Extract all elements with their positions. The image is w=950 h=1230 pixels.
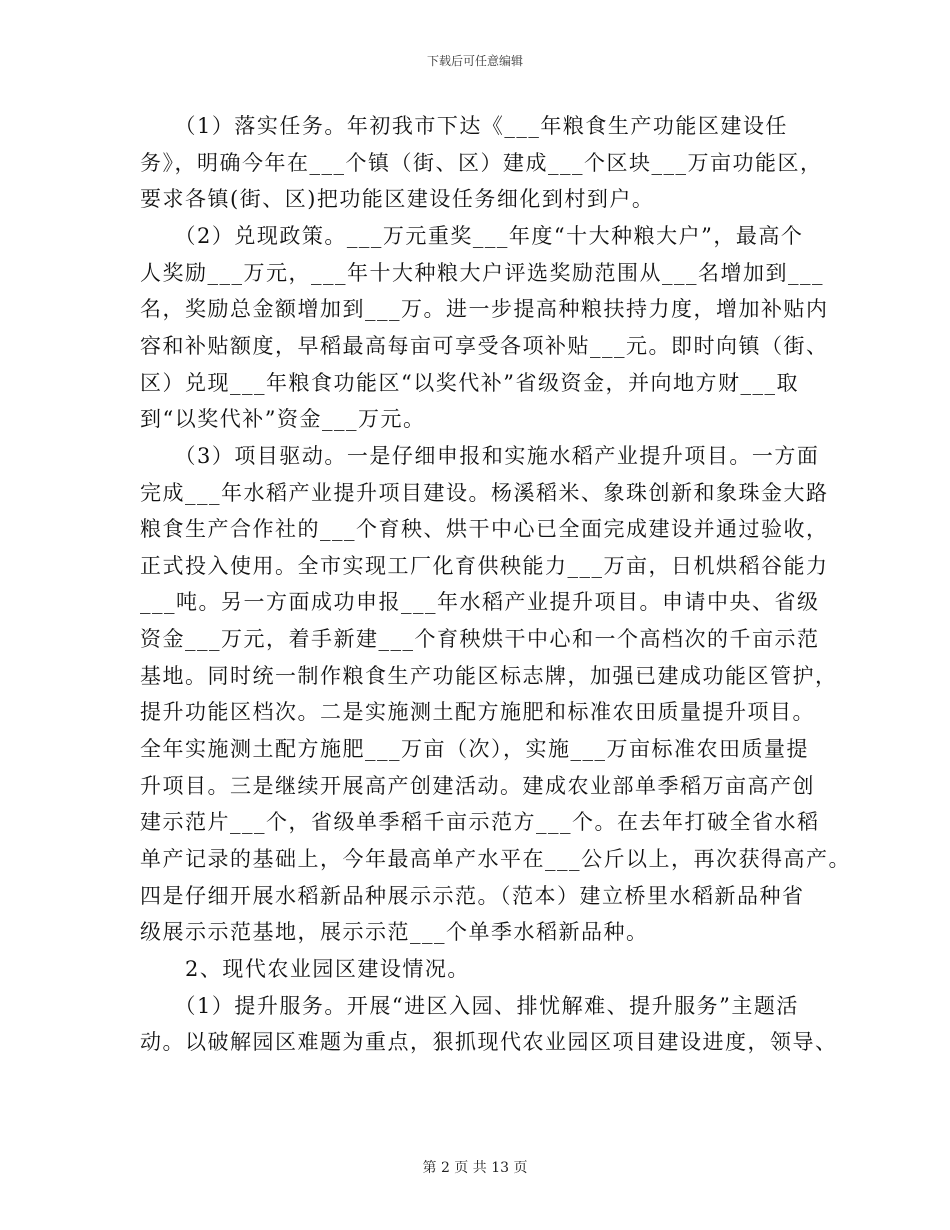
text-line: 基地。同时统一制作粮食生产功能区标志牌，加强已建成功能区管护，: [140, 664, 838, 688]
text-line: 动。以破解园区难题为重点，狠抓现代农业园区项目建设进度，领导、: [140, 1030, 838, 1054]
text-line: 务》，明确今年在___个镇（街、区）建成___个区块___万亩功能区，: [140, 151, 823, 175]
text-line: 到“以奖代补”资金___万元。: [140, 407, 426, 431]
text-line: ___吨。另一方面成功申报___年水稻产业提升项目。申请中央、省级: [140, 590, 820, 614]
text-line: 要求各镇(街、区)把功能区建设任务细化到村到户。: [140, 187, 655, 211]
text-line: 名，奖励总金额增加到___万。进一步提高种粮扶持力度，增加补贴内: [140, 297, 829, 321]
text-line: （3）项目驱动。一是仔细申报和实施水稻产业提升项目。一方面: [140, 444, 820, 468]
page-header: 下载后可任意编辑: [426, 54, 523, 68]
text-line: 人奖励___万元，___年十大种粮大户评选奖励范围从___名增加到___: [140, 261, 824, 285]
text-line: 四是仔细开展水稻新品种展示示范。（范本）建立桥里水稻新品种省: [140, 884, 805, 908]
text-line: 2、现代农业园区建设情况。: [140, 957, 470, 981]
text-line: 正式投入使用。全市实现工厂化育供秧能力___万亩，日机烘稻谷能力: [140, 554, 829, 578]
text-line: （1）提升服务。开展“进区入园、排忧解难、提升服务”主题活: [140, 994, 799, 1018]
text-line: （1）落实任务。年初我市下达《___年粮食生产功能区建设任: [140, 114, 788, 138]
text-line: 资金___万元，着手新建___个育秧烘干中心和一个高档次的千亩示范: [140, 627, 820, 651]
text-line: 容和补贴额度，早稻最高每亩可享受各项补贴___元。即时向镇（街、: [140, 334, 829, 358]
text-line: 区）兑现___年粮食功能区“以奖代补”省级资金，并向地方财___取: [140, 371, 799, 395]
page-footer: 第 2 页 共 13 页: [422, 1160, 528, 1176]
text-line: 级展示示范基地，展示示范___个单季水稻新品种。: [140, 920, 649, 944]
text-line: （2）兑现政策。___万元重奖___年度“十大种粮大户”，最高个: [140, 224, 804, 248]
text-line: 粮食生产合作社的___个育秧、烘干中心已全面完成建设并通过验收，: [140, 517, 829, 541]
text-line: 全年实施测土配方施肥___万亩（次），实施___万亩标准农田质量提: [140, 737, 809, 761]
text-line: 完成___年水稻产业提升项目建设。杨溪稻米、象珠创新和象珠金大路: [140, 481, 829, 505]
text-line: 建示范片___个，省级单季稻千亩示范方___个。在去年打破全省水稻: [140, 810, 820, 834]
text-line: 单产记录的基础上，今年最高单产水平在___公斤以上，再次获得高产。: [140, 847, 851, 871]
text-line: 提升功能区档次。二是实施测土配方施肥和标准农田质量提升项目。: [140, 700, 815, 724]
text-line: 升项目。三是继续开展高产创建活动。建成农业部单季稻万亩高产创: [140, 774, 815, 798]
